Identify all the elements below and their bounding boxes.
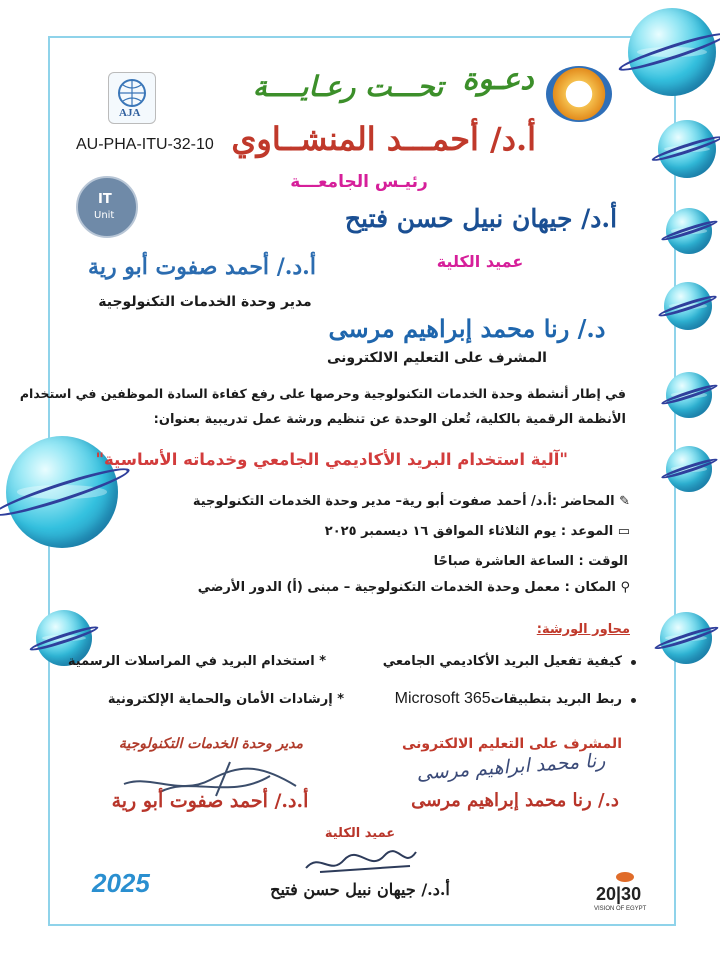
sig-dean-name: أ.د./ جيهان نبيل حسن فتيح [270, 880, 450, 899]
axis-item-1 [376, 654, 636, 669]
sig-el-handwriting: رنا محمد ابراهيم مرسى [415, 749, 606, 785]
it-director-name: أ.د./ أحمد صفوت أبو رية [88, 254, 316, 280]
it-logo-text: IT [98, 192, 112, 207]
year-2025-mark: 2025 [92, 868, 150, 898]
globe-icon [628, 8, 716, 96]
dean-signature [300, 842, 420, 882]
place-line [150, 580, 630, 595]
it-unit-logo [76, 176, 138, 238]
intro-line-2: الأنظمة الرقمية بالكلية، تُعلن الوحدة عن تنظيم ورشة عمل تدريبية بعنوان: [153, 412, 626, 427]
unit-logo-text: Unit [94, 210, 115, 221]
asterisk-icon: * [319, 654, 326, 669]
invitation-heading: دعـوة [462, 62, 534, 97]
patronage-heading: تحـــت رعـايــــة [252, 70, 444, 103]
time-line: الوقت : الساعة العاشرة صباحًا [433, 554, 628, 569]
axis-item-4-text: إرشادات الأمان والحماية الإلكترونية [107, 692, 333, 707]
axes-heading: محاور الورشة: [536, 622, 630, 637]
asterisk-icon: * [337, 692, 344, 707]
lecturer-text: المحاضر :أ.د/ أحمد صفوت أبو رية– مدير وحدة الخدمات التكنولوجية [192, 494, 615, 509]
axis-item-2 [67, 654, 326, 669]
date-line [230, 524, 630, 539]
lecturer-line-2 [200, 512, 230, 527]
location-pin-icon: ⚲ [620, 580, 630, 595]
dean-name: أ.د/ جيهان نبيل حسن فتيح [344, 204, 618, 233]
bullet-icon [631, 660, 636, 665]
pen-icon: ✎ [619, 494, 630, 509]
intro-line-1: في إطار أنشطة وحدة الخدمات التكنولوجية وحرصها على رفع كفاءة السادة الموظفين في استخدام [19, 386, 626, 401]
president-title: رئيـس الجامعـــة [290, 172, 428, 192]
axis-item-4 [86, 692, 344, 707]
elearning-supervisor-title: المشرف على التعليم الالكترونى [327, 350, 547, 366]
vision-2030-caption: VISION OF EGYPT [594, 906, 647, 912]
sig-el-name: د./ رنا محمد إبراهيم مرسى [411, 790, 619, 811]
workshop-title: "آلية استخدام البريد الأكاديمي الجامعي وخدماته الأساسية" [95, 450, 568, 469]
it-director-title: مدير وحدة الخدمات التكنولوجية [98, 294, 312, 310]
vision-2030-logo [588, 870, 654, 920]
axis-item-3-text: ربط البريد بتطبيقات [490, 692, 622, 707]
president-name: أ.د/ أحمـــد المنشــاوي [231, 120, 536, 158]
bullet-icon [631, 698, 636, 703]
elearning-supervisor-name: د./ رنا محمد إبراهيم مرسى [328, 314, 606, 343]
axis-item-3 [364, 690, 636, 708]
microsoft-365-label: Microsoft 365 [394, 690, 491, 707]
globe-icon [666, 372, 712, 418]
vision-2030-number: 20|30 [596, 884, 642, 904]
globe-icon [666, 446, 712, 492]
place-text: المكان : معمل وحدة الخدمات التكنولوجية – مبنى (أ) الدور الأرضي [197, 580, 616, 595]
calendar-icon: ▭ [617, 524, 630, 539]
axis-item-2-text: استخدام البريد في المراسلات الرسمية [67, 654, 315, 669]
globe-icon [666, 208, 712, 254]
lecturer-line [160, 494, 630, 509]
sig-it-name: أ.د./ أحمد صفوت أبو رية [111, 790, 309, 812]
document-code: AU-PHA-ITU-32-10 [76, 136, 214, 153]
vision-2030-swoosh-icon [616, 872, 634, 882]
sig-it-title: مدير وحدة الخدمات التكنولوجية [118, 736, 304, 752]
globe-icon [658, 120, 716, 178]
date-text: الموعد : يوم الثلاثاء الموافق ١٦ ديسمبر ٢٠٢٥ [324, 524, 614, 539]
globe-icon [660, 612, 712, 664]
aja-logo [108, 72, 156, 124]
axis-item-1-text: كيفية تفعيل البريد الأكاديمي الجامعي [382, 654, 622, 669]
sig-el-title: المشرف على التعليم الالكترونى [402, 736, 622, 752]
sig-dean-title: عميد الكلية [324, 826, 396, 841]
faculty-logo [546, 66, 612, 122]
dean-title: عميد الكلية [436, 252, 524, 271]
aja-logo-text: AJA [119, 107, 141, 119]
globe-icon [664, 282, 712, 330]
